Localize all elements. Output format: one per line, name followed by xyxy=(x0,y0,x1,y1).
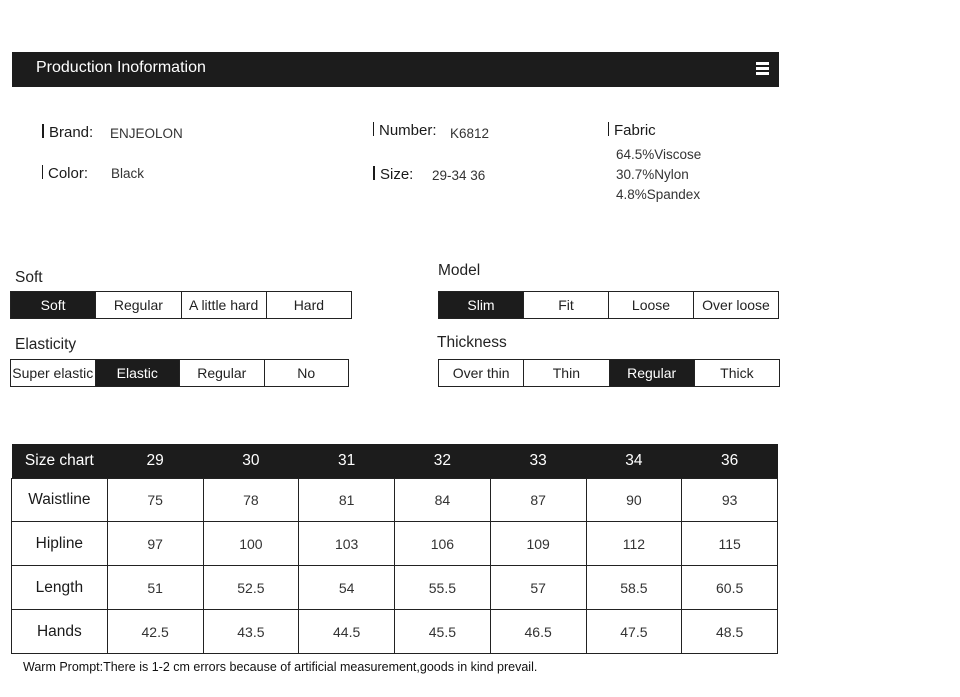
table-cell: 44.5 xyxy=(299,610,395,654)
row-header: Hipline xyxy=(12,522,108,566)
model-selector xyxy=(438,291,779,319)
model-option[interactable]: Fit xyxy=(523,292,608,318)
thickness-title: Thickness xyxy=(437,334,507,351)
table-cell: 75 xyxy=(107,479,203,522)
table-row xyxy=(12,610,778,654)
divider-bar xyxy=(42,165,43,179)
brand-value: ENJEOLON xyxy=(110,126,183,141)
size-value: 29-34 36 xyxy=(432,168,486,183)
table-cell: 109 xyxy=(490,522,586,566)
size-column-header: 32 xyxy=(395,444,491,479)
soft-option[interactable]: Regular xyxy=(95,292,180,318)
size-column-header: 30 xyxy=(203,444,299,479)
number-value: K6812 xyxy=(450,126,490,141)
table-cell: 55.5 xyxy=(395,566,491,610)
table-cell: 60.5 xyxy=(682,566,778,610)
fabric-line: 4.8%Spandex xyxy=(616,187,701,202)
size-label: Size: xyxy=(373,166,413,183)
thickness-option[interactable]: Regular xyxy=(609,360,694,386)
thickness-option[interactable]: Thin xyxy=(523,360,608,386)
elasticity-option[interactable]: No xyxy=(264,360,349,386)
color-value: Black xyxy=(111,166,145,181)
table-cell: 48.5 xyxy=(682,610,778,654)
size-column-header: 34 xyxy=(586,444,682,479)
thickness-selector xyxy=(438,359,780,387)
table-cell: 46.5 xyxy=(490,610,586,654)
table-cell: 43.5 xyxy=(203,610,299,654)
table-cell: 81 xyxy=(299,479,395,522)
elasticity-option[interactable]: Super elastic xyxy=(12,365,94,381)
divider-bar xyxy=(373,122,374,136)
table-cell: 112 xyxy=(586,522,682,566)
table-cell: 42.5 xyxy=(107,610,203,654)
table-cell: 90 xyxy=(586,479,682,522)
brand-label: Brand: xyxy=(42,124,93,141)
soft-title: Soft xyxy=(15,269,43,286)
table-cell: 115 xyxy=(682,522,778,566)
table-cell: 87 xyxy=(490,479,586,522)
size-chart-header-row xyxy=(12,444,778,479)
soft-option[interactable]: Soft xyxy=(11,292,95,318)
table-cell: 47.5 xyxy=(586,610,682,654)
thickness-option[interactable]: Thick xyxy=(694,360,779,386)
model-title: Model xyxy=(438,262,481,279)
row-header: Length xyxy=(12,566,108,610)
table-cell: 106 xyxy=(395,522,491,566)
hamburger-menu-icon[interactable] xyxy=(756,62,769,76)
thickness-option[interactable]: Over thin xyxy=(452,365,510,381)
elasticity-title: Elasticity xyxy=(15,336,77,353)
table-row xyxy=(12,522,778,566)
divider-bar xyxy=(608,122,609,136)
table-cell: 97 xyxy=(107,522,203,566)
divider-bar xyxy=(42,124,44,138)
number-label: Number: xyxy=(373,122,437,139)
warm-prompt-note: Warm Prompt:There is 1-2 cm errors because of artificial measurement,goods in kind prevail. xyxy=(23,660,538,674)
soft-option[interactable]: Hard xyxy=(266,292,351,318)
fabric-label: Fabric xyxy=(608,122,656,139)
table-cell: 45.5 xyxy=(395,610,491,654)
size-chart-title: Size chart xyxy=(12,444,108,479)
size-column-header: 33 xyxy=(490,444,586,479)
size-column-header: 29 xyxy=(107,444,203,479)
table-cell: 100 xyxy=(203,522,299,566)
table-cell: 51 xyxy=(107,566,203,610)
table-cell: 58.5 xyxy=(586,566,682,610)
divider-bar xyxy=(373,166,375,180)
elasticity-selector xyxy=(10,359,349,387)
table-row xyxy=(12,566,778,610)
table-row xyxy=(12,479,778,522)
soft-selector xyxy=(10,291,352,319)
row-header: Hands xyxy=(12,610,108,654)
elasticity-option[interactable]: Regular xyxy=(179,360,264,386)
model-option[interactable]: Loose xyxy=(608,292,693,318)
table-cell: 93 xyxy=(682,479,778,522)
header-title: Production Inoformation xyxy=(36,59,206,76)
model-option[interactable]: Over loose xyxy=(693,292,778,318)
model-option[interactable]: Slim xyxy=(439,292,523,318)
size-chart-table xyxy=(11,444,778,654)
elasticity-option[interactable]: Elastic xyxy=(95,360,180,386)
production-info-header xyxy=(12,52,779,87)
color-label: Color: xyxy=(42,165,88,182)
row-header: Waistline xyxy=(12,479,108,522)
table-cell: 103 xyxy=(299,522,395,566)
table-cell: 54 xyxy=(299,566,395,610)
table-cell: 57 xyxy=(490,566,586,610)
fabric-line: 30.7%Nylon xyxy=(616,167,689,182)
table-cell: 78 xyxy=(203,479,299,522)
fabric-line: 64.5%Viscose xyxy=(616,147,702,162)
soft-option[interactable]: A little hard xyxy=(181,292,266,318)
size-column-header: 31 xyxy=(299,444,395,479)
table-cell: 52.5 xyxy=(203,566,299,610)
table-cell: 84 xyxy=(395,479,491,522)
size-column-header: 36 xyxy=(682,444,778,479)
